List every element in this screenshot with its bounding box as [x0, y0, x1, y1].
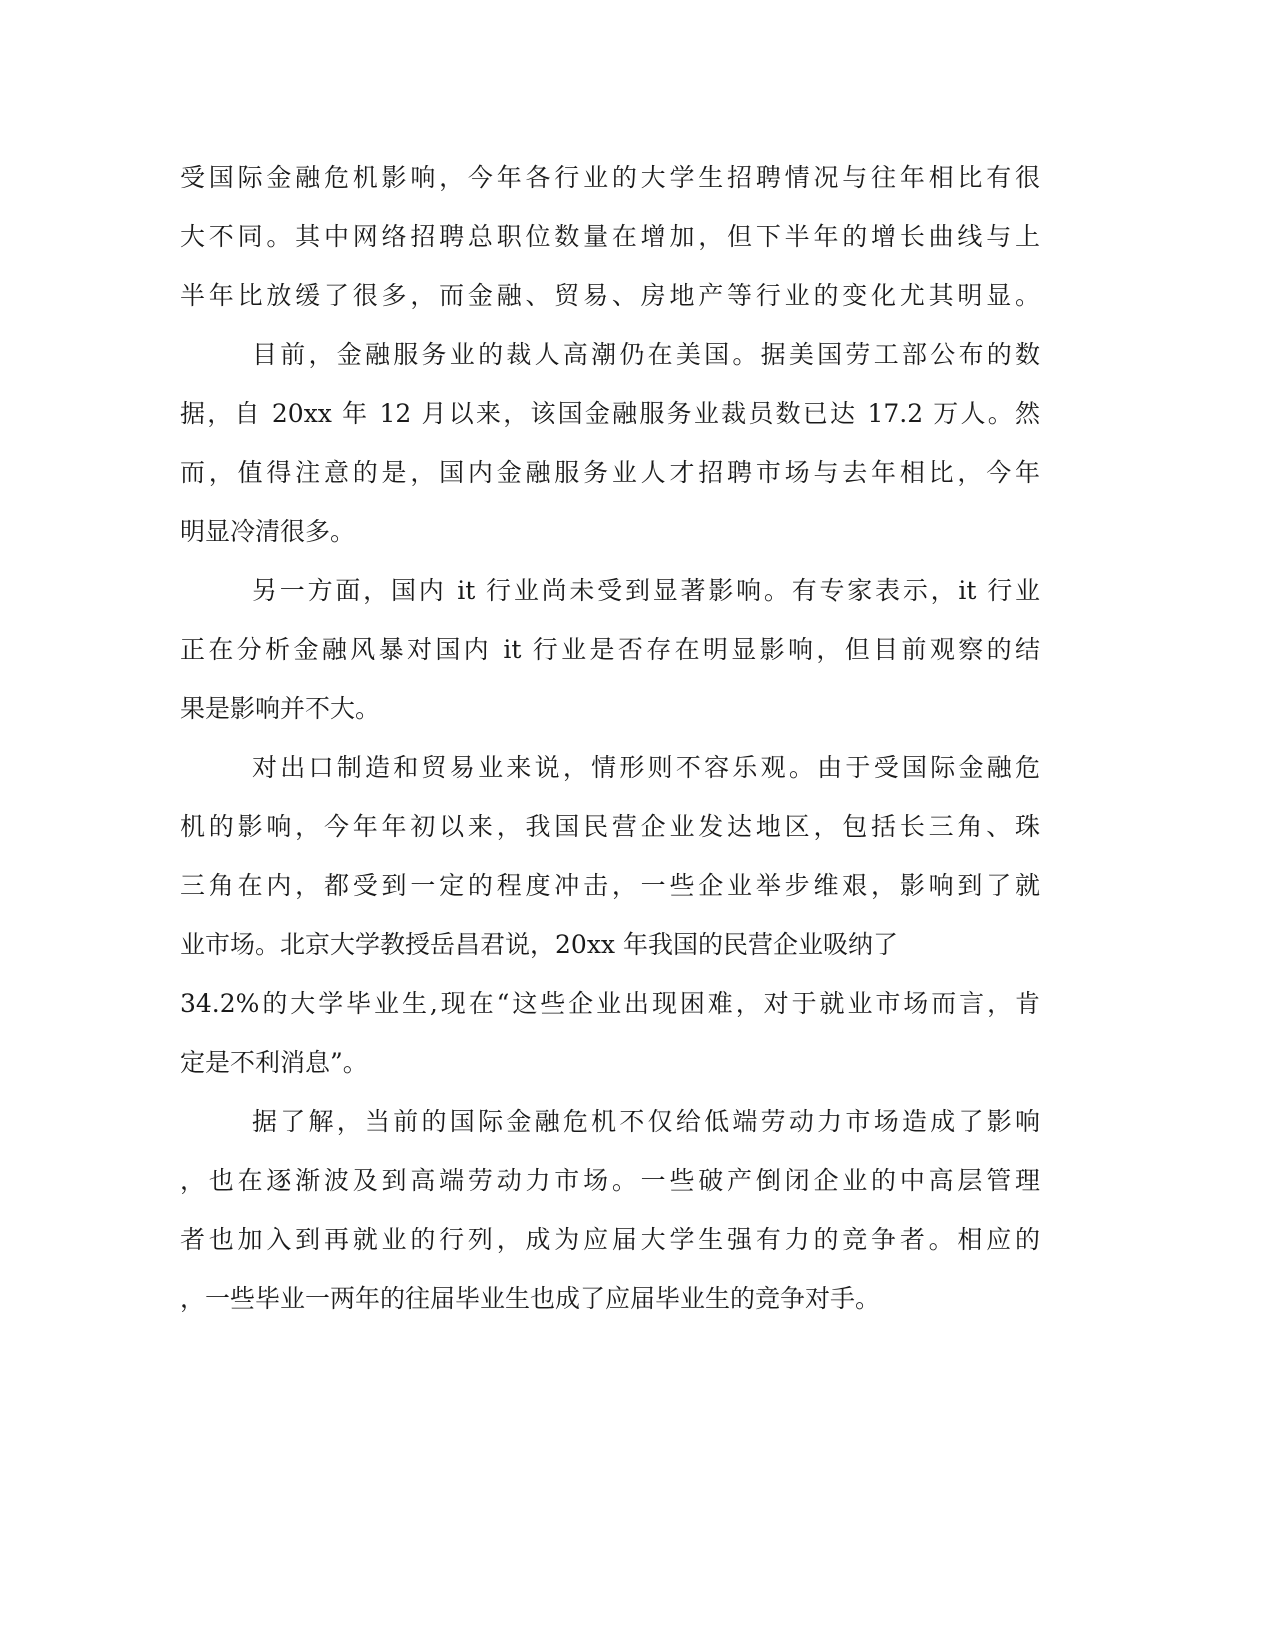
paragraph-line: 定是不利消息”。	[180, 1048, 368, 1077]
document-body	[180, 148, 1040, 1328]
paragraph-line: 据，自 20xx 年 12 月以来，该国金融服务业裁员数已达 17.2 万人。然	[180, 399, 1040, 428]
paragraph-line: ，也在逐渐波及到高端劳动力市场。一些破产倒闭企业的中高层管理	[180, 1166, 1040, 1195]
paragraph-line: 受国际金融危机影响，今年各行业的大学生招聘情况与往年相比有很	[180, 163, 1040, 192]
paragraph-1	[180, 148, 1040, 325]
paragraph-line: 三角在内，都受到一定的程度冲击，一些企业举步维艰，影响到了就	[180, 871, 1040, 900]
paragraph-line: 明显冷清很多。	[180, 517, 356, 546]
paragraph-line: 对出口制造和贸易业来说，情形则不容乐观。由于受国际金融危	[252, 753, 1040, 782]
paragraph-line: 正在分析金融风暴对国内 it 行业是否存在明显影响，但目前观察的结	[180, 635, 1040, 664]
paragraph-2	[180, 325, 1040, 561]
paragraph-line: 果是影响并不大。	[180, 694, 381, 723]
paragraph-line: 半年比放缓了很多，而金融、贸易、房地产等行业的变化尤其明显。	[180, 281, 1040, 310]
paragraph-line: 据了解，当前的国际金融危机不仅给低端劳动力市场造成了影响	[252, 1107, 1040, 1136]
paragraph-line: 业市场。北京大学教授岳昌君说，20xx 年我国的民营企业吸纳了	[180, 930, 898, 959]
paragraph-line: ，一些毕业一两年的往届毕业生也成了应届毕业生的竞争对手。	[180, 1284, 881, 1313]
paragraph-line: 目前，金融服务业的裁人高潮仍在美国。据美国劳工部公布的数	[252, 340, 1040, 369]
paragraph-line: 机的影响，今年年初以来，我国民营企业发达地区，包括长三角、珠	[180, 812, 1040, 841]
paragraph-line: 者也加入到再就业的行列，成为应届大学生强有力的竞争者。相应的	[180, 1225, 1040, 1254]
paragraph-line: 34.2%的大学毕业生,现在“这些企业出现困难，对于就业市场而言，肯	[180, 989, 1040, 1018]
paragraph-3	[180, 561, 1040, 738]
paragraph-4	[180, 738, 1040, 1092]
paragraph-line: 另一方面，国内 it 行业尚未受到显著影响。有专家表示，it 行业	[252, 576, 1040, 605]
paragraph-line: 而，值得注意的是，国内金融服务业人才招聘市场与去年相比，今年	[180, 458, 1040, 487]
paragraph-line: 大不同。其中网络招聘总职位数量在增加，但下半年的增长曲线与上	[180, 222, 1040, 251]
paragraph-5	[180, 1092, 1040, 1328]
